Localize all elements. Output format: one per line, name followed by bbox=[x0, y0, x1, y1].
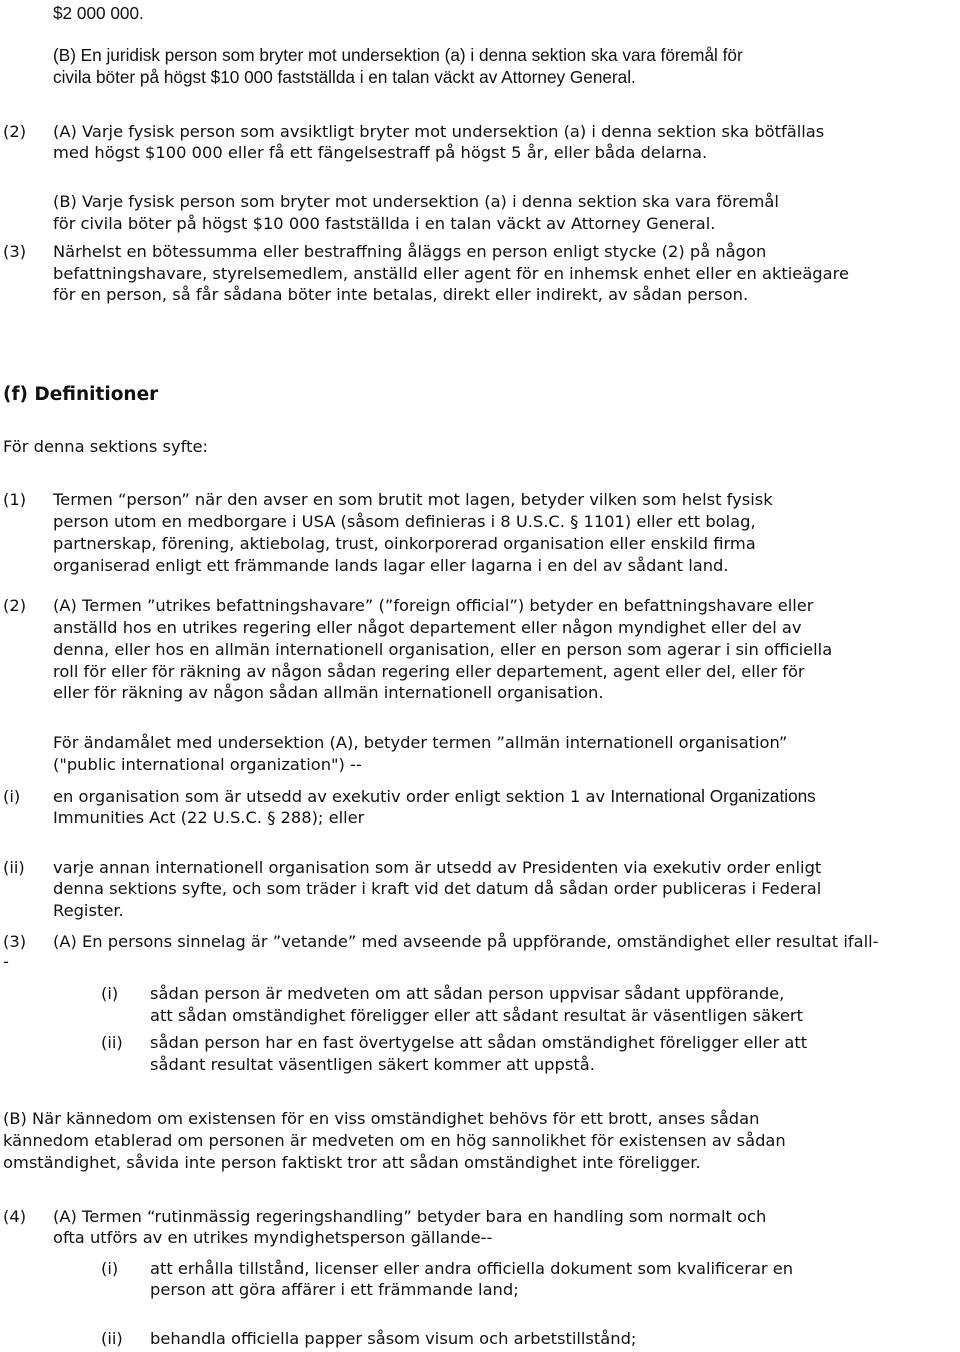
definition-3-ii-line-2: sådant resultat väsentligen säkert kommer att uppstå. bbox=[150, 1055, 595, 1074]
definition-2b-line-2: ("public international organization") -- bbox=[53, 755, 362, 774]
item-number: (ii) bbox=[101, 1329, 123, 1348]
definition-3a-line-2: - bbox=[3, 952, 9, 971]
definition-2-i-line-1 bbox=[53, 786, 816, 808]
section-heading: (f) Definitioner bbox=[3, 384, 159, 405]
definition-2-i-text: en organisation som är utsedd av exekutiv order enligt sektion 1 av bbox=[53, 787, 606, 806]
item-number: (i) bbox=[101, 984, 119, 1003]
definition-4-ii-line-1: behandla officiella papper såsom visum och arbetstillstånd; bbox=[150, 1329, 637, 1348]
penalty-2b-line-2: för civila böter på högst $10 000 fastställda i en talan väckt av Attorney General. bbox=[53, 214, 716, 233]
item-number: (ii) bbox=[101, 1033, 123, 1052]
penalty-3-line-3: för en person, så får sådana böter inte betalas, direkt eller indirekt, av sådan person. bbox=[53, 285, 749, 304]
definition-2-ii-line-3: Register. bbox=[53, 901, 124, 920]
item-number: (2) bbox=[3, 596, 27, 615]
definition-4a-line-2: ofta utförs av en utrikes myndighetsperson gällande-- bbox=[53, 1228, 493, 1247]
definition-3-ii-line-1: sådan person har en fast övertygelse att sådan omständighet föreligger eller att bbox=[150, 1033, 808, 1052]
penalty-3-line-2: befattningshavare, styrelsemedlem, anställd eller agent för en inhemsk enhet eller en aktieägare bbox=[53, 264, 849, 283]
item-number: (1) bbox=[3, 490, 27, 509]
item-number: (2) bbox=[3, 122, 27, 141]
prev-section-fragment: $2 000 000. bbox=[53, 3, 144, 23]
definition-3b-line-3: omständighet, såvida inte person faktiskt tror att sådan omständighet inte föreligger. bbox=[3, 1153, 701, 1172]
definition-3-i-line-2: att sådan omständighet föreligger eller att sådant resultat är väsentligen säkert bbox=[150, 1006, 803, 1025]
item-number: (i) bbox=[3, 787, 21, 806]
penalty-2b-line-1: (B) Varje fysisk person som bryter mot undersektion (a) i denna sektion ska vara föremål bbox=[53, 192, 779, 211]
definition-4a-line-1: (A) Termen “rutinmässig regeringshandling” betyder bara en handling som normalt och bbox=[53, 1207, 767, 1226]
definition-3b-line-2: kännedom etablerad om personen är medveten om en hög sannolikhet för existensen av sådan bbox=[3, 1131, 786, 1150]
item-number: (i) bbox=[101, 1259, 119, 1278]
definition-1-line-2: person utom en medborgare i USA (såsom definieras i 8 U.S.C. § 1101) eller ett bolag, bbox=[53, 512, 756, 531]
definition-2a-line-3: denna, eller hos en allmän internationell organisation, eller en person som agerar i sin officiella bbox=[53, 640, 833, 659]
definition-4-i-line-1: att erhålla tillstånd, licenser eller andra officiella dokument som kvalificerar en bbox=[150, 1259, 794, 1278]
section-intro: För denna sektions syfte: bbox=[3, 437, 208, 456]
item-number: (4) bbox=[3, 1207, 27, 1226]
definition-4-i-line-2: person att göra affärer i ett främmande land; bbox=[150, 1280, 519, 1299]
definition-2a-line-2: anställd hos en utrikes regering eller något departement eller någon myndighet eller del av bbox=[53, 618, 802, 637]
definition-2a-line-4: roll för eller för räkning av någon sådan regering eller departement, agent eller del, eller för bbox=[53, 662, 805, 681]
definition-2-i-line-2: Immunities Act (22 U.S.C. § 288); eller bbox=[53, 808, 365, 827]
item-number: (3) bbox=[3, 932, 27, 951]
definition-3-i-line-1: sådan person är medveten om att sådan person uppvisar sådant uppförande, bbox=[150, 984, 785, 1003]
penalty-b-line-2: civila böter på högst $10 000 fastställda i en talan väckt av Attorney General. bbox=[53, 67, 636, 87]
definition-2-ii-line-1: varje annan internationell organisation som är utsedd av Presidenten via exekutiv order enligt bbox=[53, 858, 822, 877]
definition-1-line-3: partnerskap, förening, aktiebolag, trust, oinkorporerad organisation eller enskild firma bbox=[53, 534, 756, 553]
penalty-2a-line-1: (A) Varje fysisk person som avsiktligt bryter mot undersektion (a) i denna sektion ska bötfällas bbox=[53, 122, 825, 141]
item-number: (ii) bbox=[3, 858, 25, 877]
act-name: International Organizations bbox=[610, 786, 816, 806]
definition-3b-line-1: (B) När kännedom om existensen för en viss omständighet behövs för ett brott, anses sådan bbox=[3, 1109, 760, 1128]
penalty-b-line-1: (B) En juridisk person som bryter mot undersektion (a) i denna sektion ska vara föremål för bbox=[53, 45, 743, 65]
definition-1-line-4: organiserad enligt ett främmande lands lagar eller lagarna i en del av sådant land. bbox=[53, 556, 729, 575]
definition-2a-line-1: (A) Termen ”utrikes befattningshavare” (”foreign official”) betyder en befattningshavare eller bbox=[53, 596, 814, 615]
penalty-2a-line-2: med högst $100 000 eller få ett fängelsestraff på högst 5 år, eller båda delarna. bbox=[53, 143, 708, 162]
penalty-3-line-1: Närhelst en bötessumma eller bestraffning åläggs en person enligt stycke (2) på någon bbox=[53, 242, 767, 261]
item-number: (3) bbox=[3, 242, 27, 261]
definition-1-line-1: Termen “person” när den avser en som brutit mot lagen, betyder vilken som helst fysisk bbox=[53, 490, 773, 509]
definition-3a-line-1: (A) En persons sinnelag är ”vetande” med avseende på uppförande, omständighet eller resultat ifall- bbox=[53, 932, 879, 951]
definition-2-ii-line-2: denna sektions syfte, och som träder i kraft vid det datum då sådan order publiceras i Federal bbox=[53, 879, 822, 898]
definition-2a-line-5: eller för räkning av någon sådan allmän internationell organisation. bbox=[53, 683, 604, 702]
definition-2b-line-1: För ändamålet med undersektion (A), betyder termen ”allmän internationell organisation” bbox=[53, 733, 788, 752]
